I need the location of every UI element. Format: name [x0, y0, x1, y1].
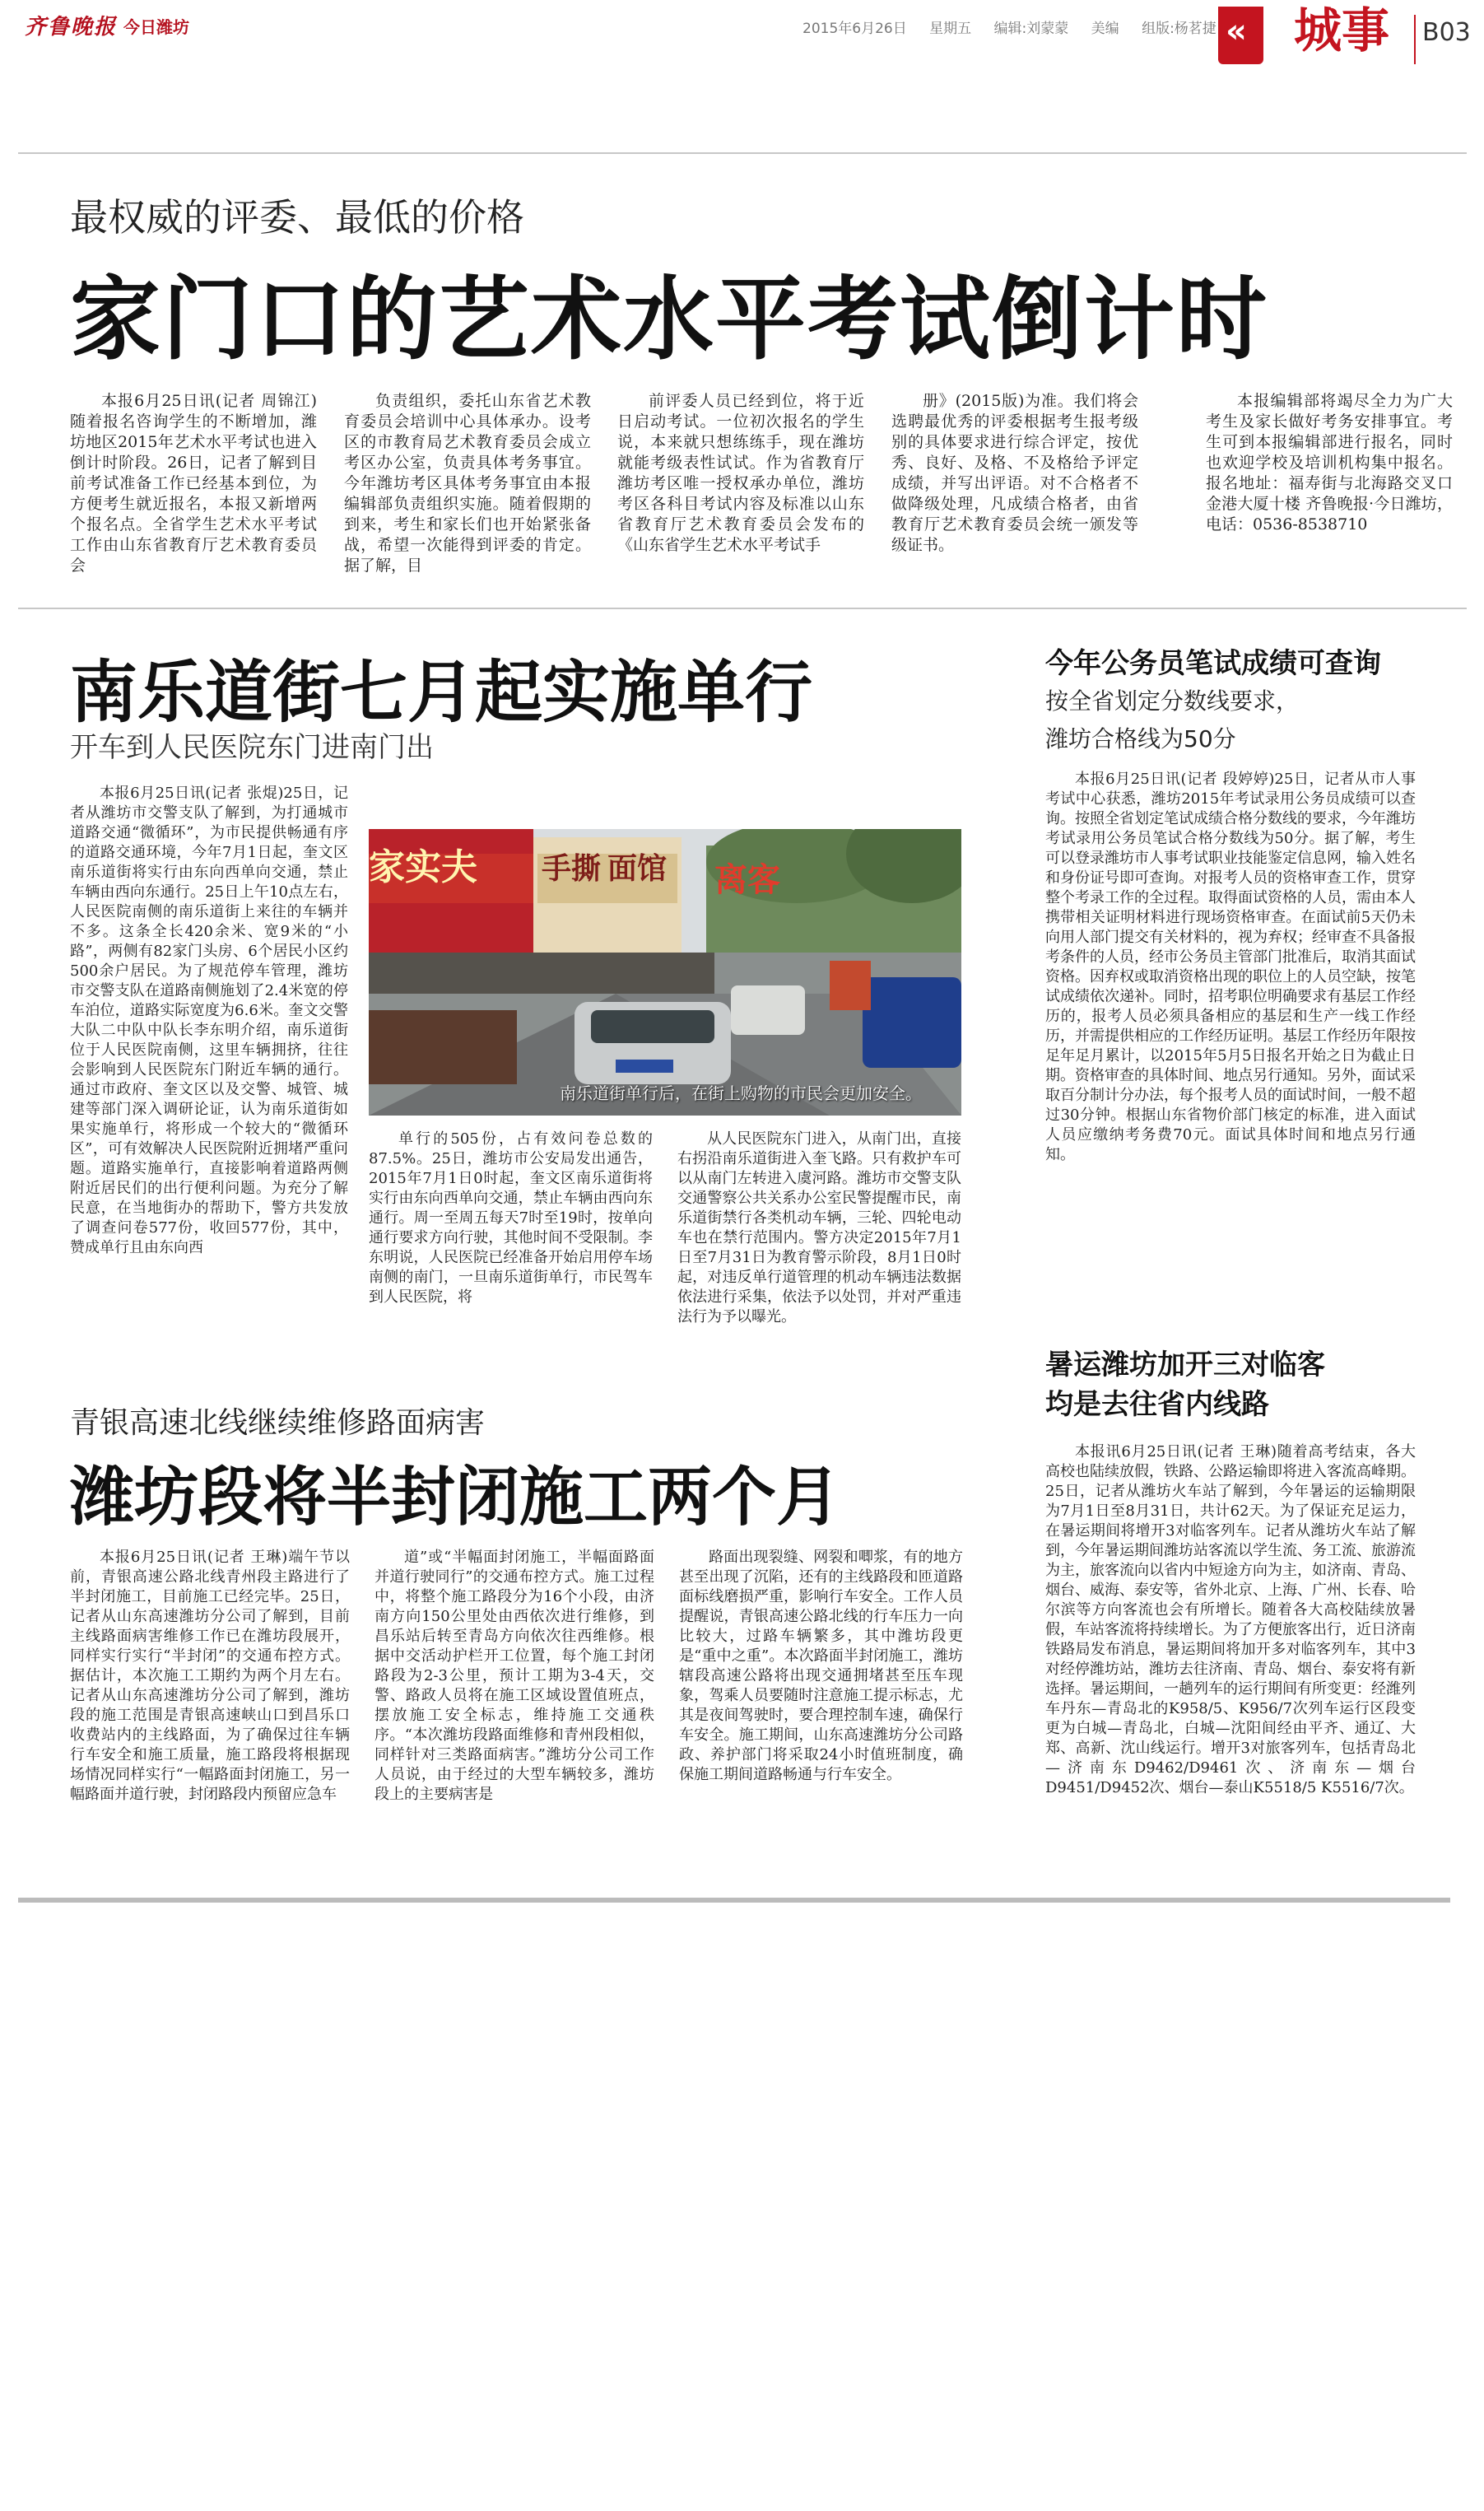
side1-body: 本报6月25日讯(记者 段婷婷)25日，记者从市人事考试中心获悉，潍坊2015年考试录用公务员成绩可以查询。按照全省划定笔试成绩合格分数线的要求，今年潍坊考试录用公务员笔试合格分数线为50分。据了解，考生可以登录潍坊市人事考试职业技能鉴定信息网，输入姓名和身份证号即可查询。对报考人员的资格审查工作，贯穿整个考录工作的全过程。取得面试资格的人员，需由本人携带相关证明材料进行现场资格审查。在面试前5天仍未向用人部门提交有关材料的，视为弃权；经审查不具备报考条件的人员，经市公务员主管部门批准后，取消其面试资格。因弃权或取消资格出现的职位上的人员空缺，按笔试成绩依次递补。同时，招考职位明确要求有基层工作经历的，报考人员必须具备相应的基层和生产一线工作经历，并需提供相应的工作经历证明。基层工作经历年限按足年足月累计，以2015年5月5日报名开始之日为截止日期。资格审查的具体时间、地点另行通知。另外，面试采取百分制计分办法，每个报考人员的面试时间，一般不超过30分钟。根据山东省物价部门核定的标准，进入面试人员应缴纳考务费70元。面试具体时间和地点另行通知。	[1045, 771, 1416, 1163]
page-meta	[802, 16, 1235, 37]
side1-title: 今年公务员笔试成绩可查询	[1045, 647, 1381, 680]
masthead	[0, 0, 1484, 74]
shop-sign-mid2: 面馆	[607, 852, 668, 886]
story1-headline: 家门口的艺术水平考试倒计时	[70, 267, 1268, 372]
side2-body: 本报讯6月25日讯(记者 王琳)随着高考结束，各大高校也陆续放假，铁路、公路运输即将进入客流高峰期。25日，记者从潍坊火车站了解到，今年暑运的运输期限为7月1日至8月31日，共计62天。为了保证充足运力，在暑运期间将增开3对临客列车。记者从潍坊火车站了解到，今年暑运期间潍坊站客流以学生流、务工流、旅游流为主，旅客流向以省内中短途方向为主，如济南、青岛、烟台、威海、泰安等，省外北京、上海、广州、长春、哈尔滨等方向客流也会有所增长。随着各大高校陆续放暑假，车站客流将持续增长。为了方便旅客出行，近日济南铁路局发布消息，暑运期间将加开多对临客列车，其中3对经停潍坊站，潍坊去往济南、青岛、烟台、泰安将有新选择。暑运期间，一趟列车的运行期间有所变更：经潍列车丹东—青岛北的K958/5、K956/7次列车运行区段变更为白城—青岛北，白城—沈阳间经由平齐、通辽、大郑、高新、沈山线运行。增开3对旅客列车，包括青岛北—济南东D9462/D9461次、济南东—烟台D9451/D9452次、烟台—泰山K5518/5 K5516/7次。	[1045, 1443, 1416, 1796]
street-photo	[369, 829, 961, 1116]
story2-column-2: 单行的505份，占有效问卷总数的87.5%。25日，潍坊市公安局发出通告，2015年7月1日0时起，奎文区南乐道街将实行由东向西单向交通，禁止车辆由西向东通行。周一至周五每天7时至19时，按单向通行要求方向行驶，其他时间不受限制。李东明说，人民医院已经准备开始启用停车场南侧的南门，一旦南乐道街单行，市民驾车到人民医院，将	[369, 1130, 653, 1306]
shop-sign-left: 家实夫	[369, 846, 477, 888]
page-number: B03	[1422, 18, 1471, 47]
top-rule	[18, 152, 1467, 154]
story3-column-1: 本报6月25日讯(记者 王琳)端午节以前，青银高速公路北线青州段主路进行了半封闭施工，目前施工已经完毕。25日，记者从山东高速潍坊分公司了解到，目前主线路面病害维修工作已在潍坊段展开，同样实行实行“半封闭”的交通布控方式。据估计，本次施工工期约为两个月左右。记者从山东高速潍坊分公司了解到，潍坊段的施工范围是青银高速峡山口到昌乐口收费站内的主线路面，为了确保过往车辆行车安全和施工质量，施工路段将根据现场情况同样实行“一幅路面封闭施工，另一幅路面并道行驶，封闭路段内预留应急车	[70, 1549, 350, 1803]
shop-sign-right: 离客	[714, 861, 780, 899]
story2-headline: 南乐道街七月起实施单行	[70, 654, 813, 732]
art-credit: 美编	[1091, 21, 1119, 37]
story1-kicker: 最权威的评委、最低的价格	[70, 195, 524, 240]
layout-credit: 组版:杨茗捷	[1142, 21, 1217, 37]
story3-column-2: 道”或“半幅面封闭施工，半幅面路面并道行驶同行”的交通布控方式。施工过程中，将整个施工路段分为16个小段，由济南方向150公里处由西依次进行维修，到昌乐站后转至青岛方向依次往西维修。根据中交活动护栏开工位置，每个施工封闭路段为2-3公里，预计工期为3-4天，交警、路政人员将在施工区域设置值班点，摆放施工安全标志，维持施工交通秩序。“本次潍坊段路面维修和青州段相似，同样针对三类路面病害。”潍坊分公司工作人员说，由于经过的大型车辆较多，潍坊段上的主要病害是	[374, 1549, 654, 1803]
side1-subtitle-1: 按全省划定分数线要求，	[1045, 687, 1300, 715]
side2-title-2: 均是去往省内线路	[1045, 1388, 1269, 1421]
story2-column-3: 从人民医院东门进入，从南门出，直接右拐沿南乐道街进入奎飞路。只有救护车可以从南门左转进入虞河路。潍坊市交警支队交通警察公共关系办公室民警提醒市民，南乐道街禁行各类机动车辆，三轮、四轮电动车也在禁行范围内。警方决定2015年7月1日至7月31日为教育警示阶段，8月1日0时起，对违反单行道管理的机动车辆违法数据依法进行采集，依法予以处罚，并对严重违法行为予以曝光。	[677, 1130, 961, 1325]
shop-sign-mid: 手撕	[542, 852, 602, 886]
section-title: 城事	[1294, 2, 1390, 58]
side1-subtitle-2: 潍坊合格线为50分	[1045, 725, 1236, 752]
story1-column-3: 前评委人员已经到位，将于近日启动考试。一位初次报名的学生说，本来就只想练练手，现在潍坊就能考级表性试试。作为省教育厅潍坊考区唯一授权承办单位，潍坊考区各科目考试内容及标准以山东省教育厅艺术教育委员会发布的《山东省学生艺术水平考试手	[617, 392, 864, 554]
issue-weekday: 星期五	[929, 21, 972, 37]
story3-headline: 潍坊段将半封闭施工两个月	[70, 1460, 841, 1535]
story1-column-4: 册》(2015版)为准。我们将会选聘最优秀的评委根据考生报考级别的具体要求进行综合评定，按优秀、良好、及格、不及格给予评定成绩，并写出评语。对不合格者不做降级处理，凡成绩合格者，由省教育厅艺术教育委员会统一颁发等级证书。	[891, 392, 1138, 554]
story1-column-5: 本报编辑部将竭尽全力为广大考生及家长做好考务安排事宜。考生可到本报编辑部进行报名，同时也欢迎学校及培训机构集中报名。报名地址：福寿街与北海路交叉口金港大厦十楼 齐鲁晚报·今日潍坊，电话：0536-8538710	[1206, 392, 1453, 533]
story1-column-2: 负责组织，委托山东省艺术教育委员会培训中心具体承办。设考区的市教育局艺术教育委员会成立考区办公室，负责具体考务事宜。今年潍坊考区具体考务事宜由本报编辑部负责组织实施。随着假期的到来，考生和家长们也开始紧张备战，希望一次能得到评委的肯定。据了解，目	[344, 392, 591, 575]
photo-caption: 南乐道街单行后，在街上购物的市民会更加安全。	[560, 1083, 922, 1103]
story3-column-3: 路面出现裂缝、网裂和唧浆，有的地方甚至出现了沉陷，还有的主线路段和匝道路面标线磨损严重，影响行车安全。工作人员提醒说，青银高速公路北线的行车压力一向比较大，过路车辆繁多，其中潍坊段更是“重中之重”。本次路面半封闭施工，潍坊辖段高速公路将出现交通拥堵甚至压车现象，驾乘人员要随时注意施工提示标志，尤其是夜间驾驶时，要合理控制车速，确保行车安全。施工期间，山东高速潍坊分公司路政、养护部门将采取24小时值班制度，确保施工期间道路畅通与行车安全。	[679, 1549, 963, 1783]
page-divider	[1414, 15, 1416, 64]
bottom-rule	[18, 1898, 1450, 1903]
story2-column-1: 本报6月25日讯(记者 张焜)25日，记者从潍坊市交警支队了解到，为打通城市道路交通“微循环”，为市民提供畅通有序的道路交通环境，今年7月1日起，奎文区南乐道街将实行由东向西单向交通，禁止车辆由西向东通行。25日上午10点左右，人民医院南侧的南乐道街上来往的车辆并不多。这条全长420余米、宽9米的“小路”，两侧有82家门头房、6个居民小区约500余户居民。为了规范停车管理，潍坊市交警支队在道路南侧施划了2.4米宽的停车泊位，道路实际宽度为6.6米。奎文交警大队二中队中队长李东明介绍，南乐道街位于人民医院南侧，这里车辆拥挤，往往会影响到人民医院东门附近车辆的通行。通过市政府、奎文区以及交警、城管、城建等部门深入调研论证，认为南乐道街如果实施单行，将形成一个较大的“微循环区”，可有效解决人民医院附近拥堵严重问题。道路实施单行，直接影响着道路两侧附近居民们的出行便利问题。为充分了解民意，在当地街办的帮助下，警方共发放了调查问卷577份，收回577份，其中，赞成单行且由东向西	[70, 785, 348, 1256]
story1-rule	[18, 608, 1467, 609]
issue-date: 2015年6月26日	[802, 21, 907, 37]
edition-name: 今日潍坊	[123, 17, 189, 37]
editor-credit: 编辑:刘蒙蒙	[993, 21, 1069, 37]
newspaper-logo: 齐鲁晚报	[25, 15, 118, 40]
story2-subhead: 开车到人民医院东门进南门出	[70, 731, 434, 764]
chevron-left-icon: «	[1226, 12, 1247, 50]
story1-column-1: 本报6月25日讯(记者 周锦江)随着报名咨询学生的不断增加，潍坊地区2015年艺术水平考试也进入倒计时阶段。26日，记者了解到目前考试准备工作已经基本到位，为方便考生就近报名，本报又新增两个报名点。全省学生艺术水平考试工作由山东省教育厅艺术教育委员会	[70, 392, 317, 575]
story3-kicker: 青银高速北线继续维修路面病害	[70, 1406, 486, 1440]
side2-title-1: 暑运潍坊加开三对临客	[1045, 1349, 1325, 1381]
